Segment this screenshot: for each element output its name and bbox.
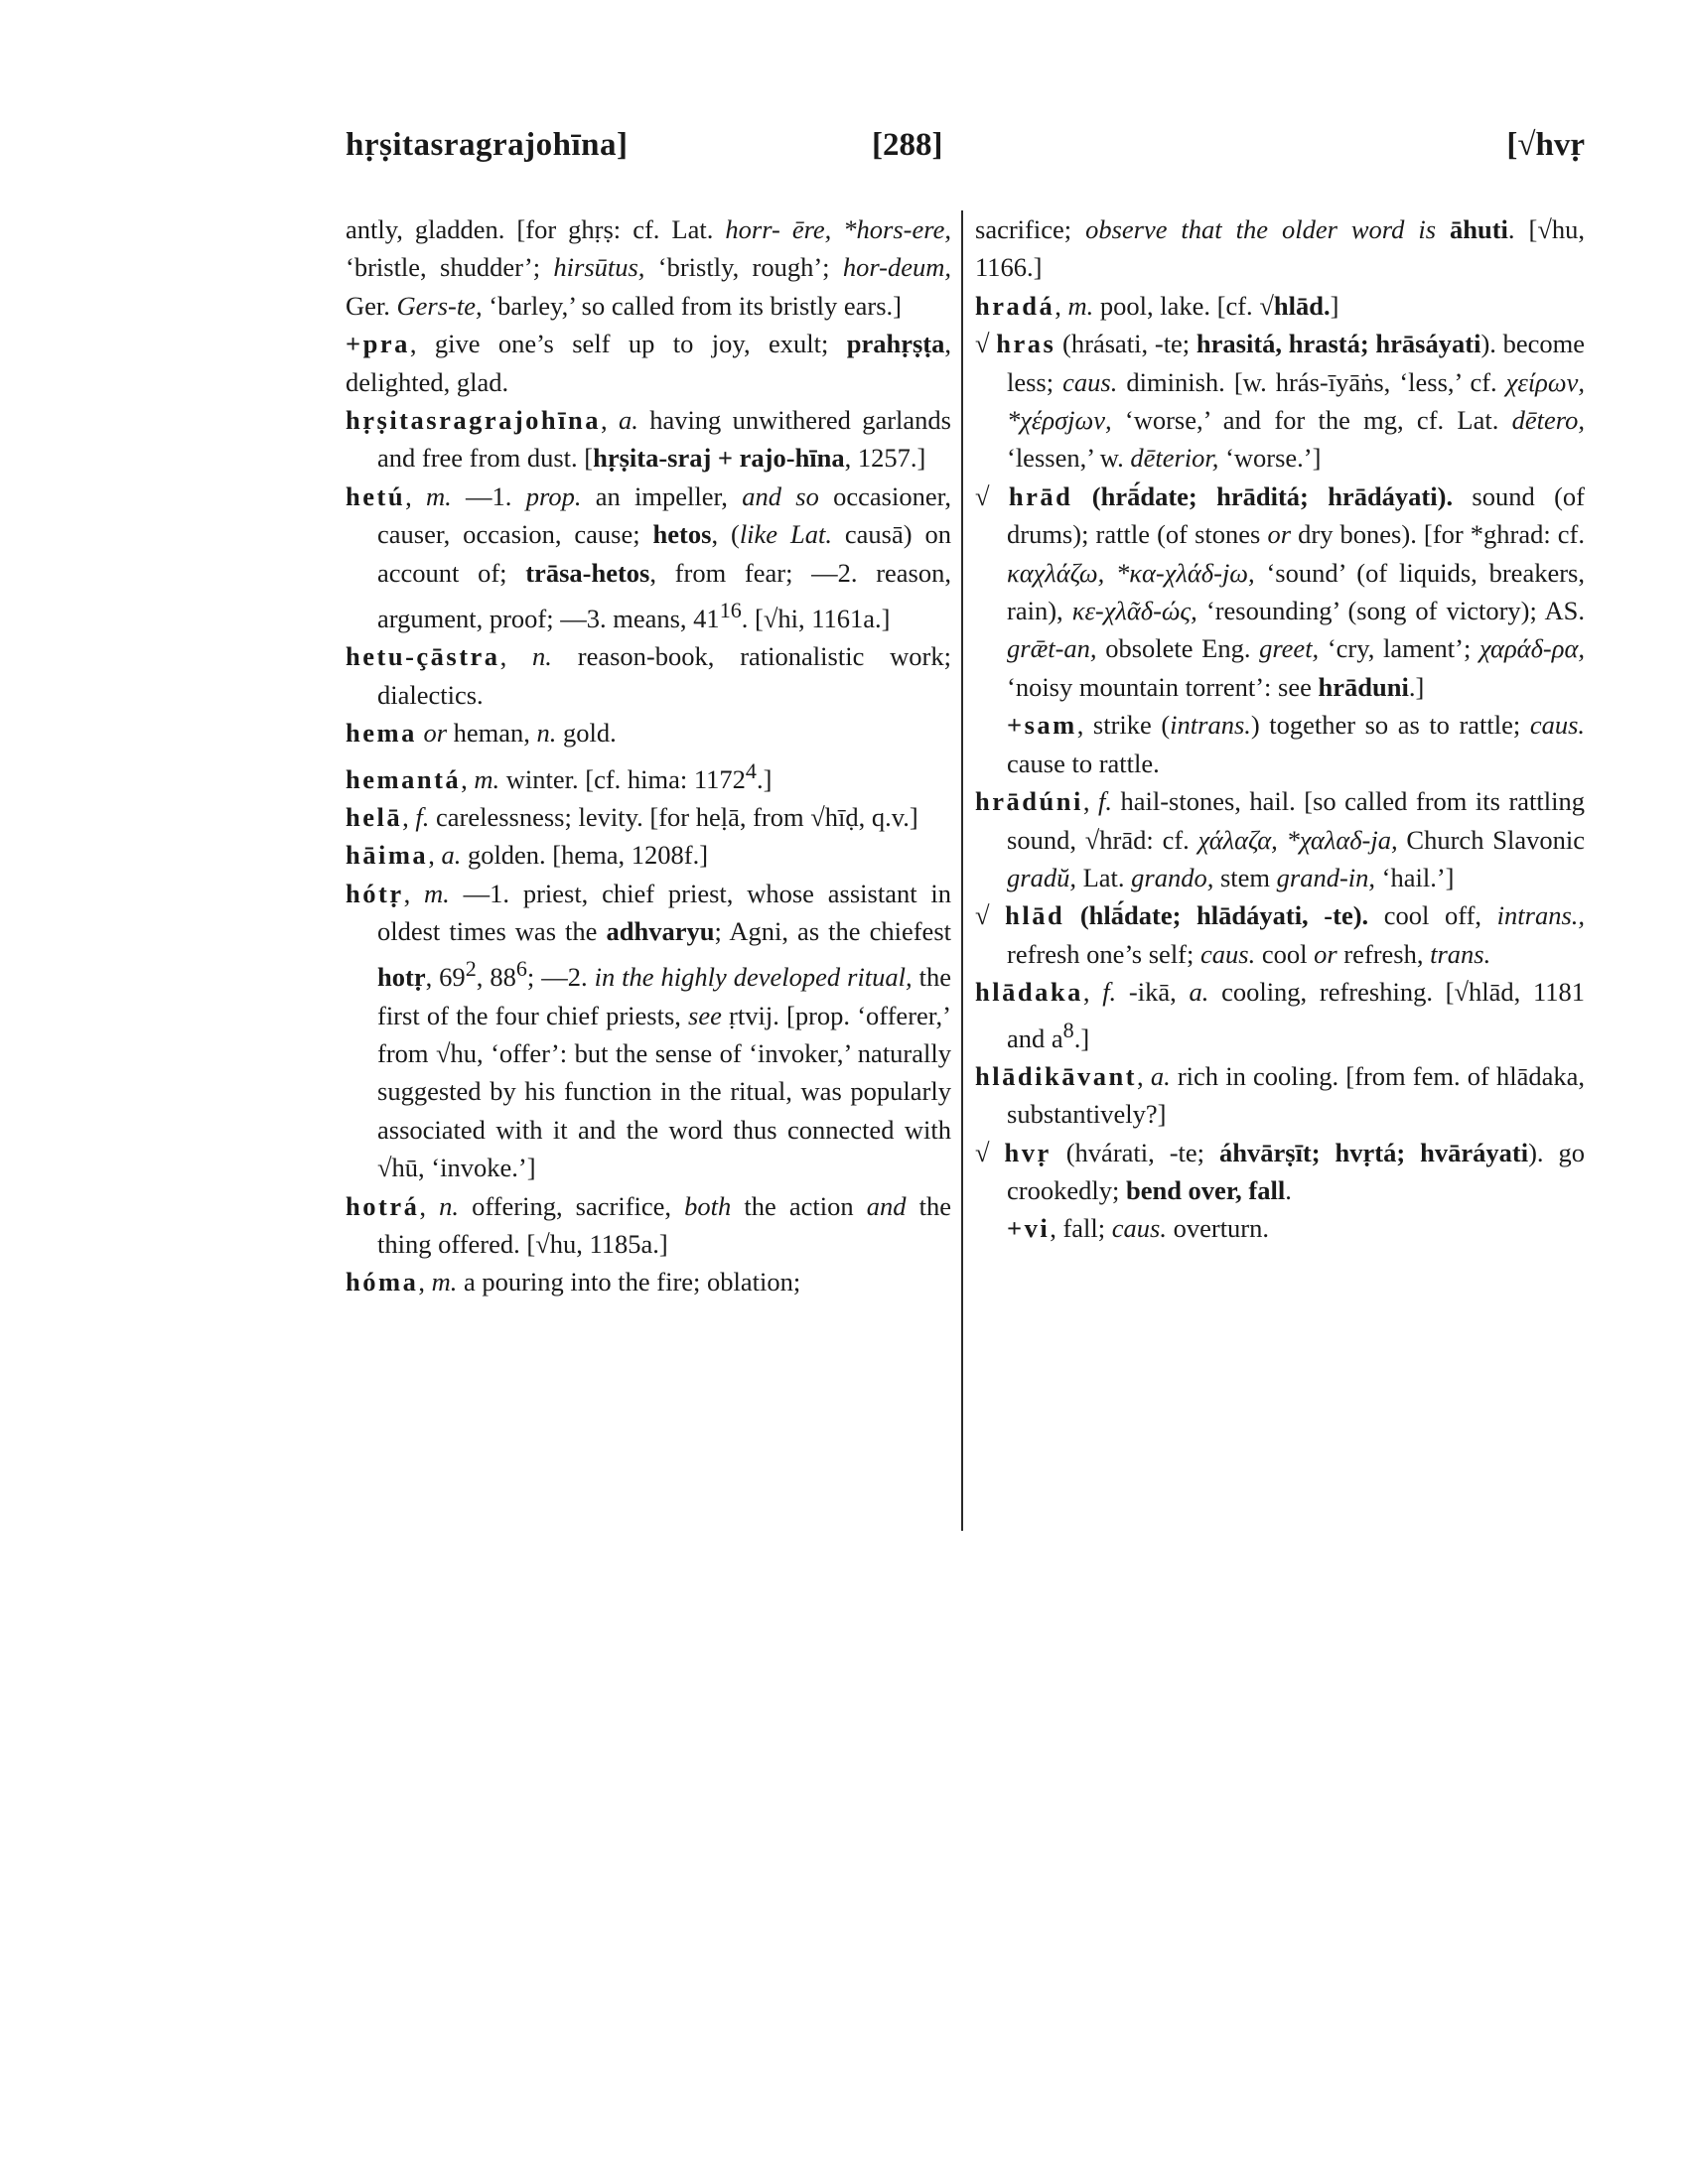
entry-hotr: hótṛ, m. —1. priest, chief priest, whose assistant in oldest times was the adhvaryu; Agni, as the chiefest hotṛ, $69^2$, $88^6$; —2. in the highly developed ritual, the first of the four chief priests, see ṛtvij. [prop. ‘offerer,’ from √hu, ‘offer’: but the sense of ‘invoker,’ naturally suggested by his function in the ritual, was popularly associated with it and the word thus connected with √hū, ‘invoke.’]: [346, 878, 952, 1183]
entry-hlad: √ hlād (hlā́date; hlādáyati, -te). cool off, intrans., refresh one’s self; caus. cool or refresh, trans.: [975, 900, 1586, 969]
subentry-vi: +vi, fall; caus. overturn.: [1007, 1213, 1270, 1244]
subentry-pra: +pra, give one’s self up to joy, exult; prahṛṣṭa, delighted, glad.: [346, 329, 951, 397]
page-header: [346, 127, 1585, 177]
column-divider: [961, 210, 963, 1531]
entry-continuation: antly, gladden. [for ghṛṣ: cf. Lat. horr- ēre, *hors-ere, ‘bristle, shudder’; hirsūtus, ‘bristly, rough’; hor-deum, Ger. Gers-te, ‘barley,’ so called from its bristly ears.]: [346, 214, 952, 321]
entry-hladaka: hlādaka, f. -ikā, a. cooling, refreshing. [√hlād, 1181 and $a^8$.]: [975, 977, 1586, 1053]
entry-hemanta: hemantá, m. winter. [cf. hima: 1172$^4$.]: [346, 757, 773, 794]
entry-continuation: sacrifice; observe that the older word is āhuti. [√hu, 1166.]: [975, 214, 1585, 283]
entry-hetu: hetú, m. —1. prop. an impeller, and so occasioner, causer, occasion, cause; hetos, (like Lat. causā) on account of; trāsa-hetos, from fear; —2. reason, argument, proof; —3. means, $41^{16}$. [√hi, 1161a.]: [346, 480, 951, 633]
entry-homa: hóma, m. a pouring into the fire; oblation;: [346, 1267, 801, 1297]
subentry-sam: +sam, strike (intrans.) together so as to rattle; caus. cause to rattle.: [1007, 710, 1586, 778]
entry-hras: √ hras (hrásati, -te; hrasitá, hrastá; hrāsáyati). become less; caus. diminish. [w. hrás-īyāṅs, ‘less,’ cf. χείρων, *χέρσjων, ‘worse,’ and for the mg, cf. Lat. dētero, ‘lessen,’ w. dēterior, ‘worse.’]: [975, 329, 1586, 474]
entry-hraduni: hrādúni, f. hail-stones, hail. [so called from its rattling sound, √hrād: cf. χάλαζα, *χαλαδ-ja, Church Slavonic gradŭ, Lat. grando, stem grand-in, ‘hail.’]: [975, 786, 1585, 892]
entry-hrsitasragrajohina: hṛṣitasragrajohīna, a. having unwithered garlands and free from dust. [hṛṣita-sraj + rajo-hīna, 1257.]: [346, 405, 951, 474]
running-head-last-word: [√hvṛ: [1506, 127, 1585, 163]
entry-hela: helā, f. carelessness; levity. [for heḷā, from √hīḍ, q.v.]: [346, 801, 918, 832]
left-column: [346, 210, 951, 1301]
entry-hvr: √ hvṛ (hvárati, -te; áhvārṣīt; hvṛtá; hvāráyati). go crookedly; bend over, fall.: [975, 1137, 1586, 1205]
entry-hrad: √ hrād (hrā́date; hrāditá; hrādáyati). sound (of drums); rattle (of stones or dry bones). [for *ghrad: cf. καχλάζω, *κα-χλάδ-jω, ‘sound’ (of liquids, breakers, rain), κε-χλᾶδ-ώς, ‘resounding’ (song of victory); AS. grǣt-an, obsolete Eng. greet, ‘cry, lament’; χαράδ-ρα, ‘noisy mountain torrent’: see hrāduni.]: [975, 480, 1586, 702]
right-column: [975, 210, 1585, 1248]
page-number: [288]: [872, 127, 943, 163]
entry-hetu-castra: hetu-çāstra, n. reason-book, rationalistic work; dialectics.: [346, 641, 951, 710]
running-head-first-word: hṛṣitasragrajohīna]: [346, 127, 629, 163]
entry-haima: hāima, a. golden. [hema, 1208f.]: [346, 840, 709, 871]
entry-hema: hema or heman, n. gold.: [346, 718, 617, 749]
entry-hrada: hradá, m. pool, lake. [cf. √hlād.]: [975, 290, 1339, 321]
entry-hotra: hotrá, n. offering, sacrifice, both the action and the thing offered. [√hu, 1185a.]: [346, 1190, 952, 1260]
entry-hladikavant: hlādikāvant, a. rich in cooling. [from fem. of hlādaka, substantively?]: [975, 1060, 1586, 1130]
